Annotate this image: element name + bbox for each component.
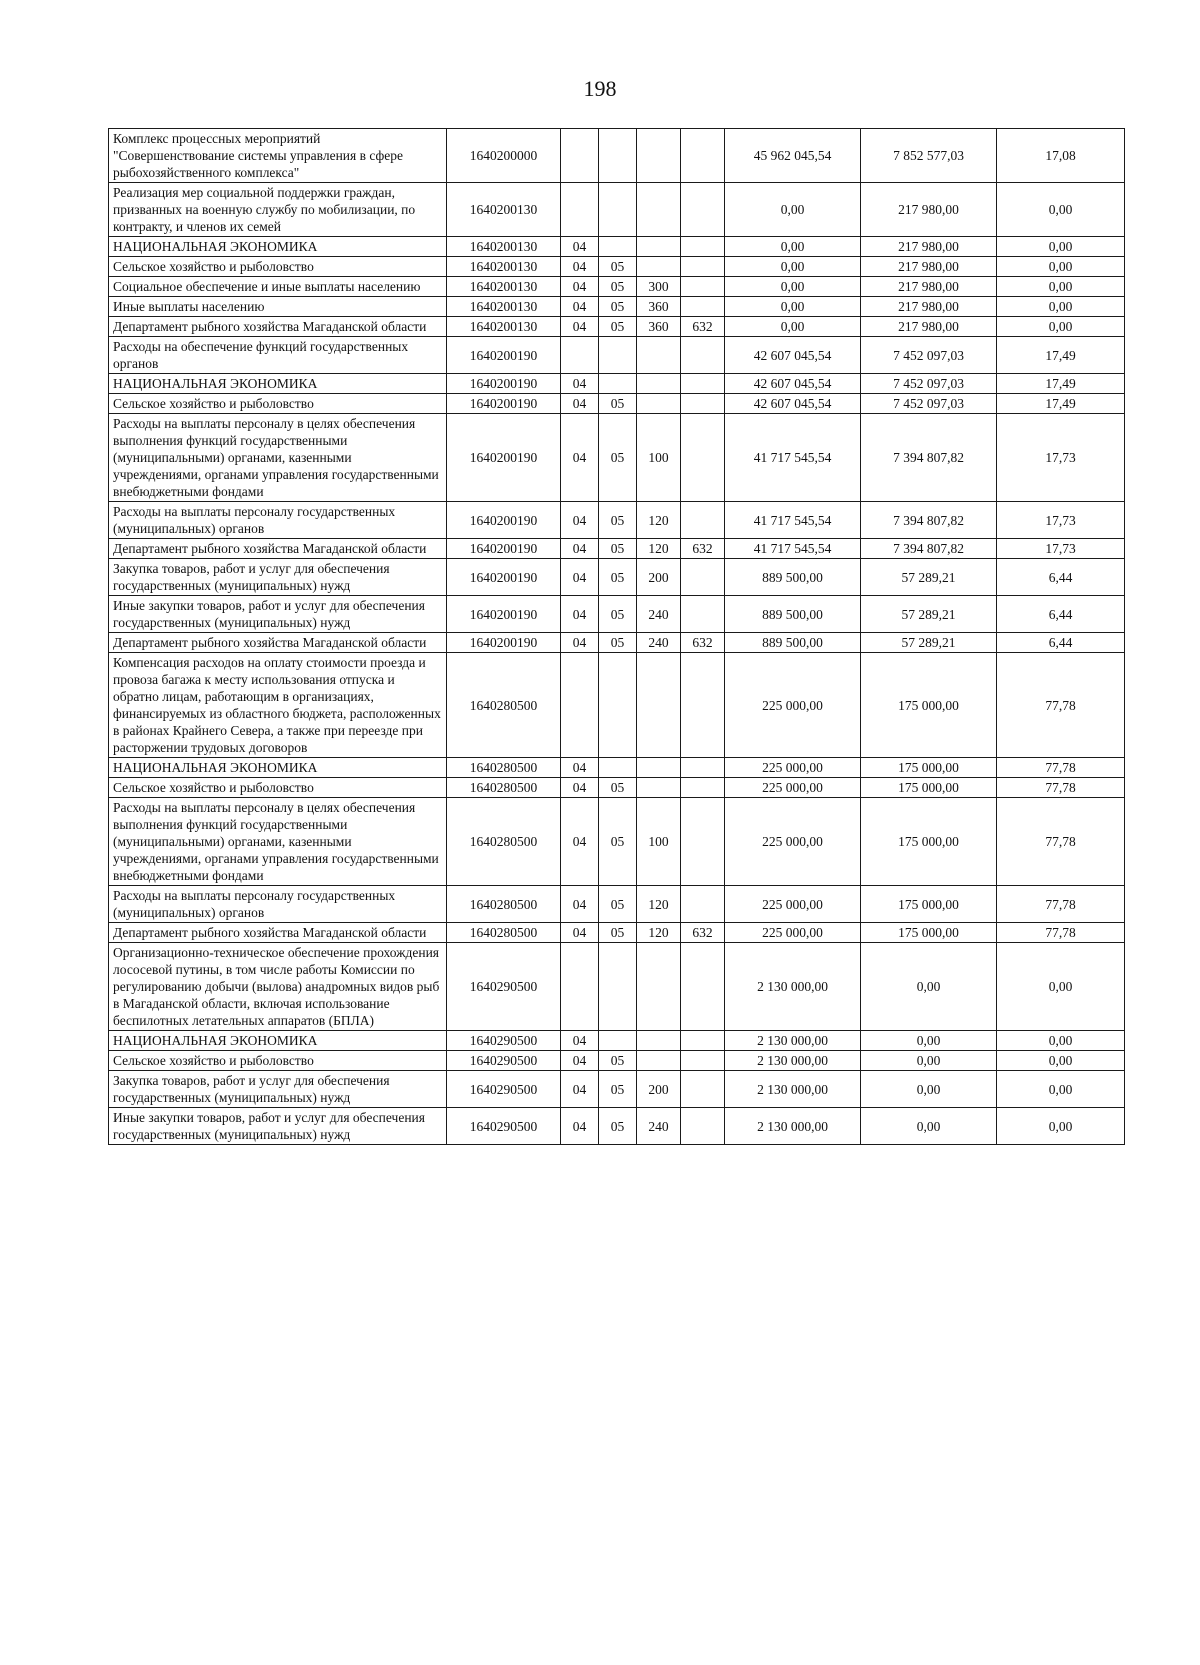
administrator-code-cell [681, 129, 725, 183]
planned-amount-cell: 225 000,00 [725, 923, 861, 943]
section-code-cell: 04 [561, 317, 599, 337]
administrator-code-cell [681, 414, 725, 502]
planned-amount-cell: 45 962 045,54 [725, 129, 861, 183]
actual-amount-cell: 217 980,00 [861, 237, 997, 257]
target-code-cell: 1640200190 [447, 539, 561, 559]
row-name-cell: Закупка товаров, работ и услуг для обеспечения государственных (муниципальных) нужд [109, 1071, 447, 1108]
subsection-code-cell: 05 [599, 1071, 637, 1108]
table-row [109, 317, 1125, 337]
row-name-cell: Иные закупки товаров, работ и услуг для обеспечения государственных (муниципальных) нужд [109, 596, 447, 633]
execution-percent-cell: 77,78 [997, 778, 1125, 798]
section-code-cell [561, 337, 599, 374]
expense-type-cell: 120 [637, 923, 681, 943]
target-code-cell: 1640200130 [447, 277, 561, 297]
actual-amount-cell: 7 452 097,03 [861, 394, 997, 414]
execution-percent-cell: 6,44 [997, 596, 1125, 633]
administrator-code-cell: 632 [681, 317, 725, 337]
subsection-code-cell: 05 [599, 1051, 637, 1071]
target-code-cell: 1640280500 [447, 886, 561, 923]
table-row [109, 502, 1125, 539]
section-code-cell: 04 [561, 758, 599, 778]
execution-percent-cell: 0,00 [997, 183, 1125, 237]
actual-amount-cell: 217 980,00 [861, 183, 997, 237]
execution-percent-cell: 0,00 [997, 237, 1125, 257]
target-code-cell: 1640280500 [447, 653, 561, 758]
section-code-cell [561, 183, 599, 237]
expense-type-cell: 120 [637, 539, 681, 559]
table-row [109, 653, 1125, 758]
administrator-code-cell: 632 [681, 539, 725, 559]
administrator-code-cell [681, 237, 725, 257]
section-code-cell: 04 [561, 596, 599, 633]
expense-type-cell [637, 778, 681, 798]
table-row [109, 923, 1125, 943]
target-code-cell: 1640290500 [447, 1108, 561, 1145]
actual-amount-cell: 7 394 807,82 [861, 502, 997, 539]
subsection-code-cell: 05 [599, 798, 637, 886]
row-name-cell: Департамент рыбного хозяйства Магаданской области [109, 539, 447, 559]
row-name-cell: НАЦИОНАЛЬНАЯ ЭКОНОМИКА [109, 1031, 447, 1051]
actual-amount-cell: 0,00 [861, 1108, 997, 1145]
expense-type-cell: 240 [637, 633, 681, 653]
planned-amount-cell: 2 130 000,00 [725, 1071, 861, 1108]
actual-amount-cell: 7 394 807,82 [861, 414, 997, 502]
target-code-cell: 1640200190 [447, 337, 561, 374]
subsection-code-cell: 05 [599, 559, 637, 596]
administrator-code-cell [681, 653, 725, 758]
row-name-cell: Сельское хозяйство и рыболовство [109, 257, 447, 277]
planned-amount-cell: 889 500,00 [725, 596, 861, 633]
expense-type-cell [637, 337, 681, 374]
execution-percent-cell: 77,78 [997, 758, 1125, 778]
planned-amount-cell: 0,00 [725, 297, 861, 317]
section-code-cell: 04 [561, 1108, 599, 1145]
expense-type-cell: 200 [637, 559, 681, 596]
target-code-cell: 1640200190 [447, 394, 561, 414]
section-code-cell: 04 [561, 502, 599, 539]
section-code-cell: 04 [561, 374, 599, 394]
expense-type-cell: 120 [637, 502, 681, 539]
section-code-cell: 04 [561, 237, 599, 257]
section-code-cell: 04 [561, 798, 599, 886]
subsection-code-cell: 05 [599, 394, 637, 414]
expense-type-cell: 200 [637, 1071, 681, 1108]
planned-amount-cell: 0,00 [725, 277, 861, 297]
expense-type-cell [637, 653, 681, 758]
table-row [109, 394, 1125, 414]
subsection-code-cell: 05 [599, 539, 637, 559]
administrator-code-cell [681, 1071, 725, 1108]
execution-percent-cell: 0,00 [997, 1051, 1125, 1071]
subsection-code-cell: 05 [599, 778, 637, 798]
administrator-code-cell [681, 337, 725, 374]
table-row [109, 778, 1125, 798]
expense-type-cell [637, 183, 681, 237]
administrator-code-cell [681, 1031, 725, 1051]
target-code-cell: 1640290500 [447, 1031, 561, 1051]
row-name-cell: Организационно-техническое обеспечение прохождения лососевой путины, в том числе работы Комиссии по регулированию добычи (вылова) анадромных видов рыб в Магаданской области, включая использование беспилотных летательных аппаратов (БПЛА) [109, 943, 447, 1031]
subsection-code-cell: 05 [599, 1108, 637, 1145]
table-row [109, 1031, 1125, 1051]
actual-amount-cell: 7 394 807,82 [861, 539, 997, 559]
administrator-code-cell [681, 394, 725, 414]
planned-amount-cell: 889 500,00 [725, 559, 861, 596]
administrator-code-cell [681, 277, 725, 297]
section-code-cell: 04 [561, 257, 599, 277]
expense-type-cell: 240 [637, 1108, 681, 1145]
actual-amount-cell: 57 289,21 [861, 633, 997, 653]
administrator-code-cell [681, 758, 725, 778]
actual-amount-cell: 217 980,00 [861, 277, 997, 297]
target-code-cell: 1640200130 [447, 183, 561, 237]
expense-type-cell [637, 1031, 681, 1051]
expense-type-cell: 100 [637, 798, 681, 886]
subsection-code-cell: 05 [599, 277, 637, 297]
target-code-cell: 1640200130 [447, 297, 561, 317]
administrator-code-cell [681, 1051, 725, 1071]
row-name-cell: НАЦИОНАЛЬНАЯ ЭКОНОМИКА [109, 237, 447, 257]
subsection-code-cell [599, 237, 637, 257]
execution-percent-cell: 17,73 [997, 539, 1125, 559]
expense-type-cell [637, 129, 681, 183]
table-row [109, 1071, 1125, 1108]
actual-amount-cell: 175 000,00 [861, 758, 997, 778]
expense-type-cell: 300 [637, 277, 681, 297]
expense-type-cell [637, 257, 681, 277]
expense-type-cell [637, 374, 681, 394]
planned-amount-cell: 225 000,00 [725, 778, 861, 798]
subsection-code-cell: 05 [599, 923, 637, 943]
execution-percent-cell: 77,78 [997, 886, 1125, 923]
table-row [109, 129, 1125, 183]
section-code-cell: 04 [561, 778, 599, 798]
execution-percent-cell: 0,00 [997, 943, 1125, 1031]
actual-amount-cell: 0,00 [861, 943, 997, 1031]
administrator-code-cell [681, 943, 725, 1031]
subsection-code-cell [599, 183, 637, 237]
administrator-code-cell [681, 502, 725, 539]
section-code-cell: 04 [561, 1031, 599, 1051]
section-code-cell [561, 943, 599, 1031]
execution-percent-cell: 17,08 [997, 129, 1125, 183]
table-row [109, 414, 1125, 502]
actual-amount-cell: 217 980,00 [861, 317, 997, 337]
section-code-cell: 04 [561, 297, 599, 317]
page-number: 198 [583, 76, 617, 101]
subsection-code-cell: 05 [599, 886, 637, 923]
section-code-cell: 04 [561, 886, 599, 923]
execution-percent-cell: 6,44 [997, 633, 1125, 653]
subsection-code-cell [599, 1031, 637, 1051]
target-code-cell: 1640200190 [447, 502, 561, 539]
table-row [109, 596, 1125, 633]
planned-amount-cell: 0,00 [725, 317, 861, 337]
row-name-cell: Сельское хозяйство и рыболовство [109, 778, 447, 798]
planned-amount-cell: 41 717 545,54 [725, 502, 861, 539]
expense-type-cell: 240 [637, 596, 681, 633]
actual-amount-cell: 7 452 097,03 [861, 337, 997, 374]
section-code-cell: 04 [561, 559, 599, 596]
planned-amount-cell: 2 130 000,00 [725, 1108, 861, 1145]
administrator-code-cell [681, 257, 725, 277]
row-name-cell: Сельское хозяйство и рыболовство [109, 394, 447, 414]
actual-amount-cell: 7 452 097,03 [861, 374, 997, 394]
target-code-cell: 1640290500 [447, 943, 561, 1031]
target-code-cell: 1640200190 [447, 596, 561, 633]
planned-amount-cell: 42 607 045,54 [725, 394, 861, 414]
row-name-cell: Расходы на выплаты персоналу в целях обеспечения выполнения функций государственными (муниципальными) органами, казенными учреждениями, органами управления государственными внебюджетными фондами [109, 414, 447, 502]
section-code-cell: 04 [561, 1051, 599, 1071]
target-code-cell: 1640200130 [447, 257, 561, 277]
planned-amount-cell: 225 000,00 [725, 798, 861, 886]
administrator-code-cell [681, 183, 725, 237]
section-code-cell [561, 653, 599, 758]
target-code-cell: 1640280500 [447, 778, 561, 798]
subsection-code-cell [599, 653, 637, 758]
subsection-code-cell: 05 [599, 297, 637, 317]
execution-percent-cell: 6,44 [997, 559, 1125, 596]
subsection-code-cell: 05 [599, 414, 637, 502]
target-code-cell: 1640200190 [447, 633, 561, 653]
table-row [109, 237, 1125, 257]
planned-amount-cell: 2 130 000,00 [725, 1031, 861, 1051]
planned-amount-cell: 41 717 545,54 [725, 539, 861, 559]
planned-amount-cell: 41 717 545,54 [725, 414, 861, 502]
administrator-code-cell [681, 297, 725, 317]
section-code-cell: 04 [561, 394, 599, 414]
actual-amount-cell: 0,00 [861, 1031, 997, 1051]
table-body [109, 129, 1125, 1145]
expense-type-cell: 360 [637, 297, 681, 317]
row-name-cell: Департамент рыбного хозяйства Магаданской области [109, 923, 447, 943]
execution-percent-cell: 0,00 [997, 1108, 1125, 1145]
table-row [109, 886, 1125, 923]
target-code-cell: 1640280500 [447, 923, 561, 943]
planned-amount-cell: 889 500,00 [725, 633, 861, 653]
subsection-code-cell: 05 [599, 633, 637, 653]
planned-amount-cell: 225 000,00 [725, 886, 861, 923]
subsection-code-cell: 05 [599, 257, 637, 277]
planned-amount-cell: 0,00 [725, 183, 861, 237]
row-name-cell: НАЦИОНАЛЬНАЯ ЭКОНОМИКА [109, 374, 447, 394]
budget-table [108, 128, 1125, 1145]
actual-amount-cell: 175 000,00 [861, 923, 997, 943]
target-code-cell: 1640280500 [447, 758, 561, 778]
table-row [109, 277, 1125, 297]
actual-amount-cell: 217 980,00 [861, 257, 997, 277]
execution-percent-cell: 77,78 [997, 798, 1125, 886]
target-code-cell: 1640200190 [447, 559, 561, 596]
execution-percent-cell: 17,73 [997, 414, 1125, 502]
execution-percent-cell: 0,00 [997, 1071, 1125, 1108]
section-code-cell [561, 129, 599, 183]
section-code-cell: 04 [561, 923, 599, 943]
row-name-cell: Расходы на выплаты персоналу государственных (муниципальных) органов [109, 886, 447, 923]
execution-percent-cell: 17,49 [997, 394, 1125, 414]
actual-amount-cell: 175 000,00 [861, 653, 997, 758]
row-name-cell: Департамент рыбного хозяйства Магаданской области [109, 317, 447, 337]
actual-amount-cell: 7 852 577,03 [861, 129, 997, 183]
expense-type-cell: 120 [637, 886, 681, 923]
planned-amount-cell: 0,00 [725, 257, 861, 277]
table-row [109, 337, 1125, 374]
planned-amount-cell: 42 607 045,54 [725, 374, 861, 394]
execution-percent-cell: 77,78 [997, 923, 1125, 943]
execution-percent-cell: 0,00 [997, 297, 1125, 317]
administrator-code-cell [681, 798, 725, 886]
table-row [109, 943, 1125, 1031]
expense-type-cell [637, 943, 681, 1031]
planned-amount-cell: 2 130 000,00 [725, 943, 861, 1031]
execution-percent-cell: 17,49 [997, 337, 1125, 374]
row-name-cell: Закупка товаров, работ и услуг для обеспечения государственных (муниципальных) нужд [109, 559, 447, 596]
administrator-code-cell [681, 374, 725, 394]
table-row [109, 798, 1125, 886]
row-name-cell: Иные выплаты населению [109, 297, 447, 317]
subsection-code-cell [599, 758, 637, 778]
planned-amount-cell: 2 130 000,00 [725, 1051, 861, 1071]
subsection-code-cell: 05 [599, 502, 637, 539]
section-code-cell: 04 [561, 1071, 599, 1108]
planned-amount-cell: 0,00 [725, 237, 861, 257]
subsection-code-cell [599, 129, 637, 183]
row-name-cell: Расходы на обеспечение функций государственных органов [109, 337, 447, 374]
table-row [109, 559, 1125, 596]
actual-amount-cell: 57 289,21 [861, 559, 997, 596]
target-code-cell: 1640200190 [447, 374, 561, 394]
expense-type-cell [637, 237, 681, 257]
section-code-cell: 04 [561, 414, 599, 502]
target-code-cell: 1640200000 [447, 129, 561, 183]
table-row [109, 183, 1125, 237]
target-code-cell: 1640200130 [447, 317, 561, 337]
table-row [109, 758, 1125, 778]
actual-amount-cell: 0,00 [861, 1051, 997, 1071]
table-row [109, 374, 1125, 394]
actual-amount-cell: 175 000,00 [861, 886, 997, 923]
administrator-code-cell [681, 778, 725, 798]
row-name-cell: Иные закупки товаров, работ и услуг для обеспечения государственных (муниципальных) нужд [109, 1108, 447, 1145]
planned-amount-cell: 42 607 045,54 [725, 337, 861, 374]
execution-percent-cell: 17,49 [997, 374, 1125, 394]
table-row [109, 1108, 1125, 1145]
actual-amount-cell: 217 980,00 [861, 297, 997, 317]
table-row [109, 539, 1125, 559]
table-row [109, 1051, 1125, 1071]
table-row [109, 297, 1125, 317]
section-code-cell: 04 [561, 633, 599, 653]
execution-percent-cell: 0,00 [997, 317, 1125, 337]
row-name-cell: НАЦИОНАЛЬНАЯ ЭКОНОМИКА [109, 758, 447, 778]
administrator-code-cell [681, 886, 725, 923]
subsection-code-cell: 05 [599, 317, 637, 337]
subsection-code-cell [599, 374, 637, 394]
planned-amount-cell: 225 000,00 [725, 758, 861, 778]
target-code-cell: 1640280500 [447, 798, 561, 886]
target-code-cell: 1640290500 [447, 1051, 561, 1071]
administrator-code-cell [681, 559, 725, 596]
expense-type-cell [637, 1051, 681, 1071]
planned-amount-cell: 225 000,00 [725, 653, 861, 758]
execution-percent-cell: 0,00 [997, 257, 1125, 277]
table-row [109, 633, 1125, 653]
row-name-cell: Реализация мер социальной поддержки граждан, призванных на военную службу по мобилизации, по контракту, и членов их семей [109, 183, 447, 237]
row-name-cell: Расходы на выплаты персоналу в целях обеспечения выполнения функций государственными (муниципальными) органами, казенными учреждениями, органами управления государственными внебюджетными фондами [109, 798, 447, 886]
expense-type-cell [637, 758, 681, 778]
table-row [109, 257, 1125, 277]
subsection-code-cell: 05 [599, 596, 637, 633]
execution-percent-cell: 0,00 [997, 1031, 1125, 1051]
actual-amount-cell: 0,00 [861, 1071, 997, 1108]
execution-percent-cell: 77,78 [997, 653, 1125, 758]
actual-amount-cell: 57 289,21 [861, 596, 997, 633]
target-code-cell: 1640290500 [447, 1071, 561, 1108]
row-name-cell: Комплекс процессных мероприятий "Совершенствование системы управления в сфере рыбохозяйственного комплекса" [109, 129, 447, 183]
target-code-cell: 1640200130 [447, 237, 561, 257]
section-code-cell: 04 [561, 539, 599, 559]
expense-type-cell: 360 [637, 317, 681, 337]
section-code-cell: 04 [561, 277, 599, 297]
expense-type-cell: 100 [637, 414, 681, 502]
administrator-code-cell: 632 [681, 923, 725, 943]
row-name-cell: Департамент рыбного хозяйства Магаданской области [109, 633, 447, 653]
row-name-cell: Социальное обеспечение и иные выплаты населению [109, 277, 447, 297]
subsection-code-cell [599, 337, 637, 374]
actual-amount-cell: 175 000,00 [861, 778, 997, 798]
actual-amount-cell: 175 000,00 [861, 798, 997, 886]
execution-percent-cell: 17,73 [997, 502, 1125, 539]
expense-type-cell [637, 394, 681, 414]
execution-percent-cell: 0,00 [997, 277, 1125, 297]
row-name-cell: Сельское хозяйство и рыболовство [109, 1051, 447, 1071]
administrator-code-cell [681, 596, 725, 633]
target-code-cell: 1640200190 [447, 414, 561, 502]
administrator-code-cell [681, 1108, 725, 1145]
row-name-cell: Компенсация расходов на оплату стоимости проезда и провоза багажа к месту использования отпуска и обратно лицам, работающим в организациях, финансируемых из областного бюджета, расположенных в районах Крайнего Севера, а также при переезде при расторжении трудовых договоров [109, 653, 447, 758]
subsection-code-cell [599, 943, 637, 1031]
administrator-code-cell: 632 [681, 633, 725, 653]
row-name-cell: Расходы на выплаты персоналу государственных (муниципальных) органов [109, 502, 447, 539]
